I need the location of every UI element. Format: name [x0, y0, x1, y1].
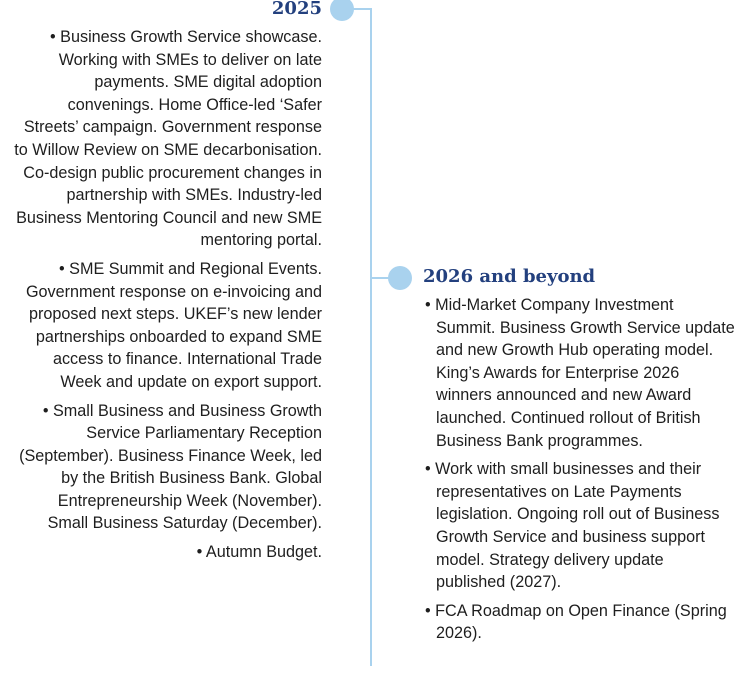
milestone-item: • Mid-Market Company Investment Summit. Business Growth Service update and new Growth Hub operating model. King’s Awards for Enterprise 2026 winners announced and new Award launched. Continued rollout of British Business Bank programmes. [425, 296, 735, 450]
year-heading-2026-and-beyond: 2026 and beyond [423, 266, 596, 287]
timeline-dot-2026 [388, 266, 412, 290]
timeline-line [370, 8, 372, 666]
milestone-item: • Business Growth Service showcase. Working with SMEs to deliver on late payments. SME digital adoption convenings. Home Office-led ‘Safer Streets’ campaign. Government response to Willow Review on SME decarbonisation. Co-design public procurement changes in partnership with SMEs. Industry-led Business Mentoring Council and new SME mentoring portal. [14, 28, 322, 250]
milestone-item: • Autumn Budget. [196, 543, 322, 562]
timeline-dot-2025 [330, 0, 354, 21]
milestones-2025 [14, 26, 322, 570]
milestone-item: • SME Summit and Regional Events. Government response on e-invoicing and proposed next steps. UKEF’s new lender partnerships onboarded to expand SME access to finance. International Trade Week and update on export support. [25, 259, 322, 391]
milestone-item: • Work with small businesses and their representatives on Late Payments legislation. Ongoing roll out of Business Growth Service and business support model. Strategy delivery update published (2027). [425, 460, 720, 592]
milestone-item: • Small Business and Business Growth Service Parliamentary Reception (September). Business Finance Week, led by the British Business Bank. Global Entrepreneurship Week (November). Small Business Saturday (December). [19, 401, 322, 533]
milestone-item: • FCA Roadmap on Open Finance (Spring 2026). [425, 601, 727, 643]
milestones-2026-and-beyond [425, 294, 735, 651]
year-heading-2025: 2025 [271, 0, 322, 19]
